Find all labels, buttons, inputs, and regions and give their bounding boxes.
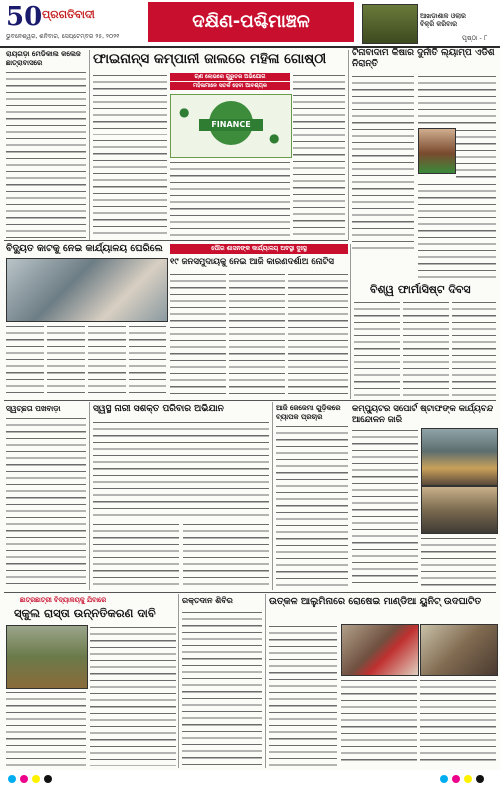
section-rule	[4, 400, 496, 401]
page-number: ପୃଷ୍ଠା - ୮	[462, 34, 488, 42]
section-rule	[4, 240, 348, 241]
left-mid-body	[6, 416, 86, 588]
money-bag-icon: ●	[269, 131, 280, 145]
black-dot-icon	[44, 775, 52, 783]
electric-body-4	[129, 324, 166, 396]
yellow-dot-icon	[32, 775, 40, 783]
column-rule	[89, 402, 90, 590]
electric-body-3	[88, 324, 126, 396]
right-top-body-2	[418, 74, 496, 126]
teaser-line-2: ବିକ୍ରି କରିବାର	[420, 20, 457, 28]
electric-headline: ବିଦ୍ୟୁତ କାଟକୁ ନେଇ କାର୍ଯ୍ୟାଳୟ ଘେରିଲେ	[6, 243, 163, 254]
aluminium-body-2	[341, 678, 417, 766]
main-body-col-1a	[93, 73, 167, 135]
column-rule	[348, 50, 349, 240]
road-headline: ସ୍କୁଲ ରାସ୍ତା ଉନ୍ନତିକରଣ ଦାବି	[14, 606, 156, 620]
health-headline: ସ୍ୱସ୍ଥ ନାରୀ ସଶକ୍ତ ପରିବାର ଅଭିଯାନ	[93, 404, 224, 414]
black-dot-icon	[476, 775, 484, 783]
dateline: ଭୁବନେଶ୍ୱର, ଶନିବାର, ସେପ୍ଟେମ୍ବର ୨୫, ୨୦୨୧	[6, 33, 120, 40]
pharmacist-body-1	[354, 300, 400, 398]
center-body-3	[288, 272, 348, 397]
right-top-headline: ଟିନାବାଦାମ କିଷାର ଦୁର୍ନୀତି ଲ୍ୟାମ୍ପ ଏଡିଶ ନିରାନ୍ତି	[352, 48, 495, 69]
main-subhead-1: ଋଣ ଲୋଭରେ ଗୁରୁତର ଅଭିଯୋଗ	[170, 73, 290, 81]
column-rule	[350, 244, 351, 399]
right-top-body-1	[352, 74, 414, 250]
blood-headline: ରକ୍ତଦାନ ଶିବିର	[182, 596, 233, 605]
mid-small-headline: ଆଜି ଜେଜେମା ଗୁଡ଼ିକରେ ବ୍ୟାପକ ପ୍ରଚାର	[276, 404, 341, 421]
teaser-line-1: ଆଖଡ଼ାଶାଳ ଓଲାର	[420, 12, 466, 20]
magenta-dot-icon	[20, 775, 28, 783]
yellow-dot-icon	[464, 775, 472, 783]
person-photo	[418, 128, 456, 174]
road-body-1	[6, 690, 86, 766]
blood-body	[182, 610, 262, 766]
road-body-2	[90, 625, 176, 766]
section-banner: ଦକ୍ଷିଣ-ପଶ୍ଚିମାଞ୍ଚଳ	[148, 2, 354, 42]
center-body-1	[170, 272, 226, 397]
masthead	[0, 0, 500, 48]
protest-photo-2	[421, 486, 498, 534]
center-headline: ୧୯ ଜନସମୁଦାୟକୁ ନେଇ ଆଜି କାରଣଦର୍ଶାଅ ନୋଟିସ	[170, 257, 334, 267]
masthead-photo	[362, 4, 418, 44]
top-right-teaser	[420, 12, 466, 28]
cyan-dot-icon	[8, 775, 16, 783]
left-top-body	[6, 70, 86, 238]
aluminium-body-1	[269, 624, 337, 766]
protest-photo-1	[421, 428, 498, 486]
road-photo	[6, 625, 88, 689]
left-mid-headline: ସ୍ୱଚ୍ଛତା ପଖବାଡ଼ା	[6, 404, 61, 413]
electric-body-1	[6, 324, 44, 396]
aluminium-headline: ଉତ୍କଳ ଆଲୁମିନାରେ ରୋଷେଇ ମାଣ୍ଡିଆ ୟୁନିଟ୍ ଉଦଘାଟିତ	[269, 596, 482, 607]
newspaper-brand: ପ୍ରଗତିବାଦୀ	[42, 8, 95, 21]
health-body-top	[93, 420, 269, 518]
column-rule	[89, 50, 90, 240]
pharmacist-body-2	[403, 300, 449, 398]
main-body-col-1b	[93, 138, 167, 238]
protest-body	[352, 428, 418, 588]
main-subhead-2: ମହିଳାମାନେ ସତର୍କ ହେବା ଆବଶ୍ୟକ	[170, 82, 290, 90]
left-top-headline: ରାୟଗଡ଼ା ମେଡିକାଲ କଲେଜ ଛାତ୍ରାବାସରେ	[6, 50, 81, 67]
coin-icon: ●	[179, 105, 190, 119]
mid-small-body	[276, 424, 348, 588]
ribbon-cutting-photo	[341, 624, 419, 676]
electric-body-2	[47, 324, 85, 396]
main-headline: ଫାଇନାନ୍ସ କମ୍ପାନୀ ଜାଲରେ ମହିଳା ଗୋଷ୍ଠୀ	[93, 51, 327, 67]
health-body-1	[93, 522, 179, 588]
section-rule	[4, 592, 496, 593]
anniversary-logo: 50	[6, 2, 43, 32]
right-top-body-4	[418, 182, 496, 280]
column-rule	[272, 402, 273, 590]
center-body-2	[229, 272, 285, 397]
pharmacist-body-3	[452, 300, 496, 398]
protest-body-2	[421, 536, 496, 588]
school-kicker: ଛାତ୍ରଛାତ୍ରୀ ବିଦ୍ୟାଳୟକୁ ଯିବାରେ	[20, 596, 107, 604]
kitchen-unit-photo	[420, 624, 498, 676]
pharmacist-headline: ବିଶ୍ୱ ଫାର୍ମାସିଷ୍ଟ ଦିବସ	[370, 283, 471, 296]
protest-headline: କମ୍ପ୍ୟୁଟର ସପୋର୍ଟ ଷ୍ଟାଫଙ୍କ କାର୍ଯ୍ୟବନ୍ଦ ଆନ୍ଦୋଳନ ଜାରି	[352, 404, 494, 425]
cyan-dot-icon	[440, 775, 448, 783]
news-bar: ପୌର ଶାସନଙ୍କ କାର୍ଯ୍ୟାଳୟ ଅବସ୍ଥା ଦୁଃସ୍ଥ	[170, 244, 348, 254]
print-color-bar	[0, 770, 500, 788]
column-rule	[178, 594, 179, 768]
main-body-col-2	[170, 160, 290, 238]
main-body-col-3	[293, 73, 345, 238]
aluminium-body-3	[420, 678, 496, 766]
column-rule	[265, 594, 266, 768]
health-body-2	[183, 522, 269, 588]
right-top-body-3	[456, 128, 496, 180]
finance-graphic	[170, 94, 292, 158]
electric-protest-photo	[6, 258, 168, 322]
magenta-dot-icon	[452, 775, 460, 783]
finance-label: FINANCE	[199, 119, 263, 131]
